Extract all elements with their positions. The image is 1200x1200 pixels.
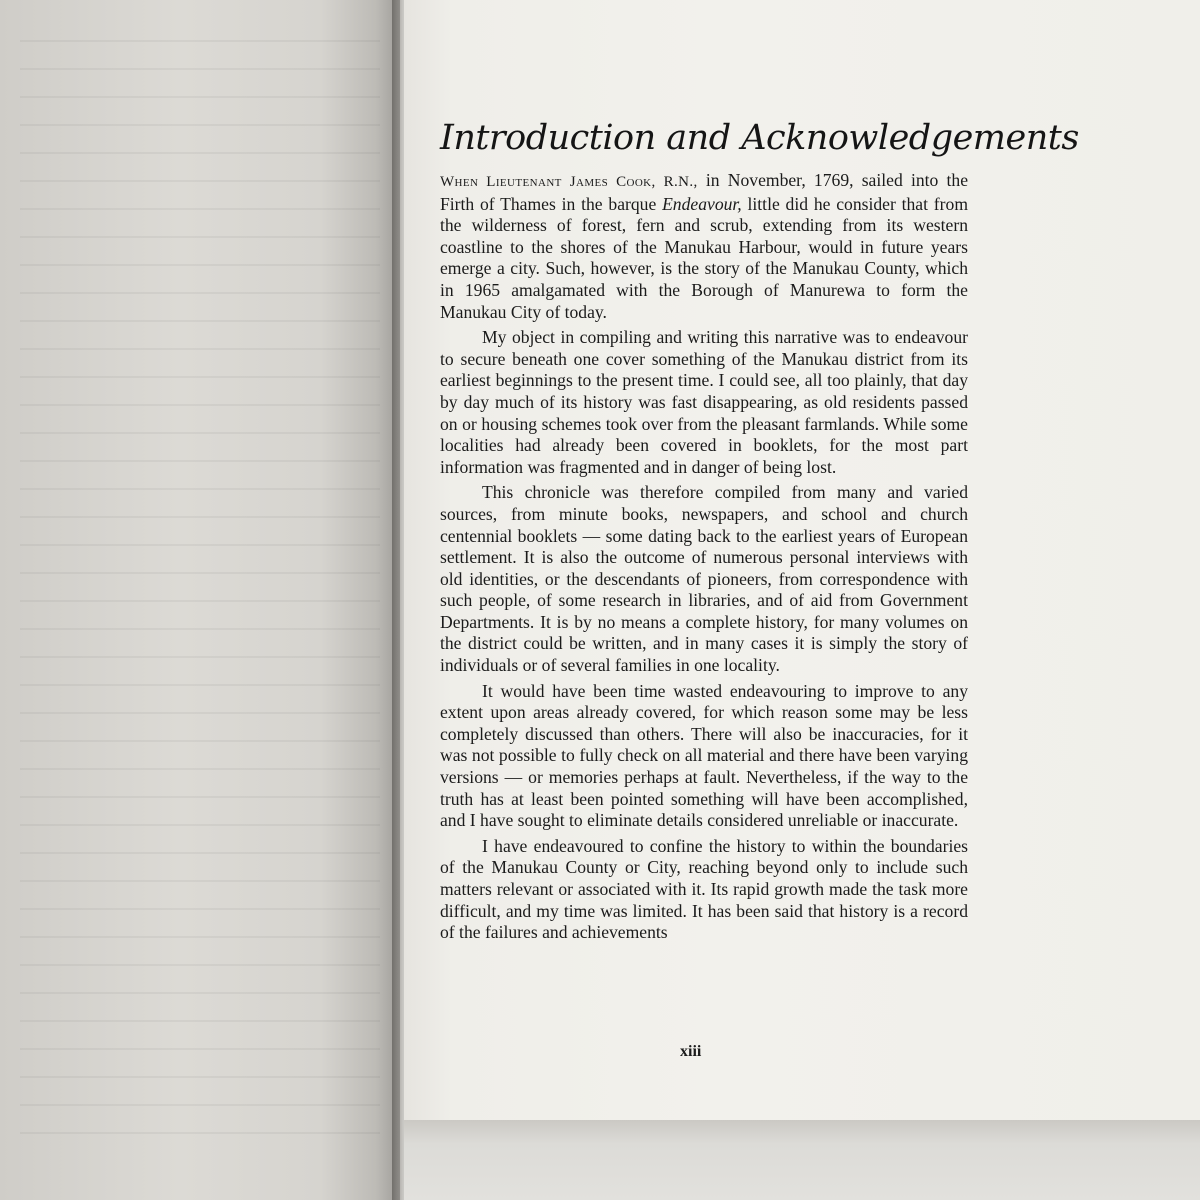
paragraph-2: My object in compiling and writing this narrative was to endeavour to secure beneath one cover something of the Manukau district from its earliest beginnings to the present time. I could see, all too plainly, that day by day much of its history was fast disappearing, as old residents passed on or housing schemes took over from the pleasant farmlands. While some localities had already been covered in booklets, for the most part information was fragmented and in danger of being lost. bbox=[440, 327, 968, 477]
left-page-bleedthrough bbox=[20, 40, 380, 1140]
page-content bbox=[440, 118, 1079, 948]
chapter-title: Introduction and Acknowledgements bbox=[440, 118, 1079, 158]
paragraph-1 bbox=[440, 170, 968, 323]
ship-name: Endeavour, bbox=[662, 193, 742, 214]
lead-smallcaps: When Lieutenant James Cook, R.N., bbox=[440, 174, 698, 190]
paragraph-1-text-a: in November, 1769, sailed into the Firth of Thames in the barque bbox=[440, 170, 968, 214]
page-number: xiii bbox=[680, 1043, 702, 1060]
paragraph-5: I have endeavoured to confine the history to within the boundaries of the Manukau County or City, reaching beyond only to include such matters relevant or associated with it. Its rapid growth made the task more difficult, and my time was limited. It has been said that history is a record of the failures and achievements bbox=[440, 835, 968, 943]
paragraph-4: It would have been time wasted endeavouring to improve to any extent upon areas already covered, for which reason some may be less completely discussed than others. There will also be inaccuracies, for it was not possible to fully check on all material and there have been varying versions — or memories perhaps at fault. Nevertheless, if the way to the truth has at least been pointed something will have been accomplished, and I have sought to eliminate details considered unreliable or inaccurate. bbox=[440, 680, 968, 831]
left-facing-page bbox=[0, 0, 400, 1200]
paragraph-1-text-b: little did he consider that from the wilderness of forest, fern and scrub, extending from its western coastline to the shores of the Manukau Harbour, would in future years emerge a city. Such, however, is the story of the Manukau County, which in 1965 amalgamated with the Borough of Manurewa to form the Manukau City of today. bbox=[440, 193, 968, 322]
paragraph-3: This chronicle was therefore compiled from many and varied sources, from minute books, newspapers, and school and church centennial booklets — some dating back to the earliest years of European settlement. It is also the outcome of numerous personal interviews with old identities, or the descendants of pioneers, from correspondence with such people, of some research in libraries, and of aid from Government Departments. It is by no means a complete history, for many volumes on the district could be written, and in many cases it is simply the story of individuals or of several families in one locality. bbox=[440, 482, 968, 676]
page-bottom-edge bbox=[404, 1120, 1200, 1200]
